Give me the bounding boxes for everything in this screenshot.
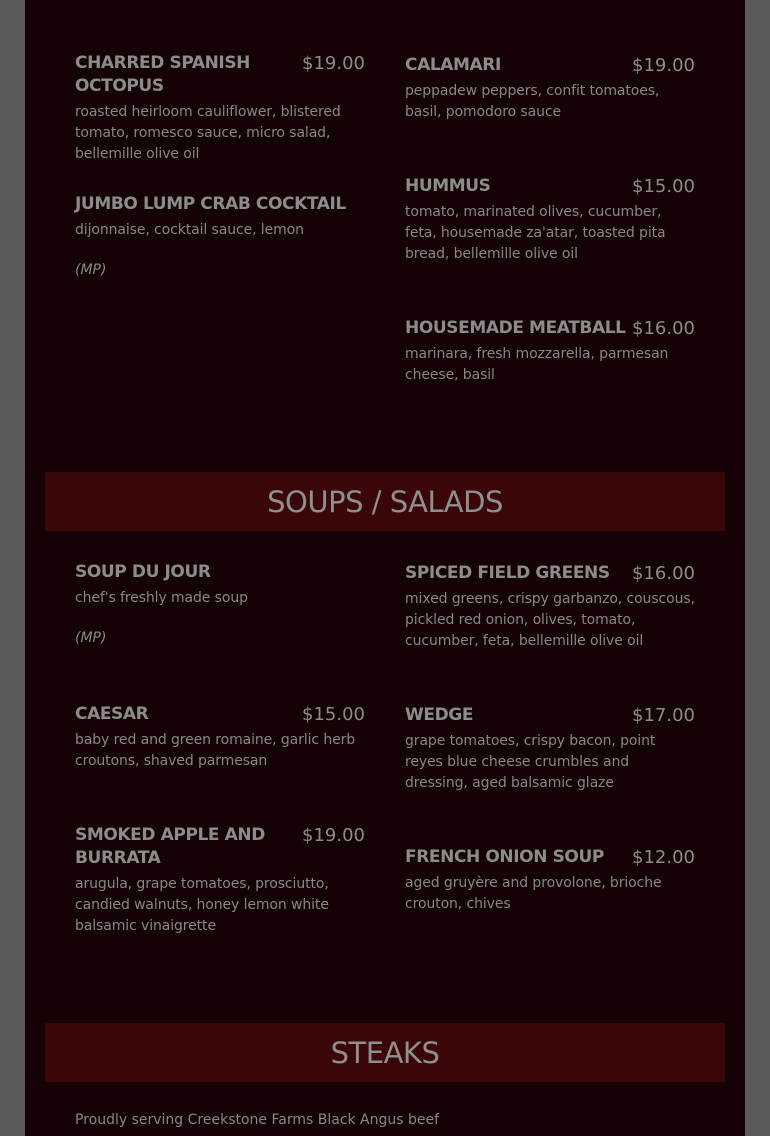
item-name: SMOKED APPLE AND BURRATA [75,825,265,868]
item-name: SOUP DU JOUR [75,562,211,582]
item-name: HOUSEMADE MEATBALL [405,318,626,338]
item-description: mixed greens, crispy garbanzo, couscous, pickled red onion, olives, tomato, cucumber, feta, bellemille olive oil [405,591,695,649]
item-price: $16.00 [632,318,695,339]
item-name: CALAMARI [405,55,501,75]
menu-item [405,846,695,915]
item-description: roasted heirloom cauliflower, blistered tomato, romesco sauce, micro salad, bellemille olive oil [75,104,341,162]
item-description: baby red and green romaine, garlic herb croutons, shaved parmesan [75,732,356,769]
menu-item [75,703,365,772]
item-name: JUMBO LUMP CRAB COCKTAIL [75,194,346,214]
item-name: FRENCH ONION SOUP [405,847,604,867]
menu-item [405,54,695,123]
item-name: SPICED FIELD GREENS [405,563,610,583]
menu-item [405,704,695,794]
menu-item [75,52,365,165]
menu-item [75,193,365,278]
item-name: WEDGE [405,705,474,725]
section-header-steaks: STEAKS [45,1023,725,1082]
item-price: $12.00 [632,847,695,868]
menu-item [405,317,695,386]
section-header-soups-salads: SOUPS / SALADS [45,472,725,531]
item-name: CHARRED SPANISH OCTOPUS [75,53,251,96]
market-price-label: (MP) [75,262,107,278]
item-name: CAESAR [75,704,149,724]
item-description: marinara, fresh mozzarella, parmesan cheese, basil [405,346,669,383]
item-description: dijonnaise, cocktail sauce, lemon [75,222,304,238]
menu-item [405,562,695,652]
item-description: peppadew peppers, confit tomatoes, basil, pomodoro sauce [405,83,660,120]
item-description: grape tomatoes, crispy bacon, point reyes blue cheese crumbles and dressing, aged balsamic glaze [405,733,656,791]
item-price: $19.00 [302,825,365,846]
item-price: $17.00 [632,705,695,726]
menu-item [75,561,365,646]
item-description: tomato, marinated olives, cucumber, feta, housemade za'atar, toasted pita bread, bellemille olive oil [405,204,666,262]
item-price: $15.00 [302,704,365,725]
item-description: arugula, grape tomatoes, prosciutto, candied walnuts, honey lemon white balsamic vinaigrette [75,876,329,934]
item-description: chef's freshly made soup [75,590,248,606]
menu-item [75,824,365,937]
item-description: aged gruyère and provolone, brioche crouton, chives [405,875,662,912]
item-price: $16.00 [632,563,695,584]
item-price: $15.00 [632,176,695,197]
steaks-note: Proudly serving Creekstone Farms Black Angus beef [75,1112,440,1128]
market-price-label: (MP) [75,630,107,646]
item-name: HUMMUS [405,176,491,196]
menu-item [405,175,695,265]
item-price: $19.00 [632,55,695,76]
item-price: $19.00 [302,53,365,74]
